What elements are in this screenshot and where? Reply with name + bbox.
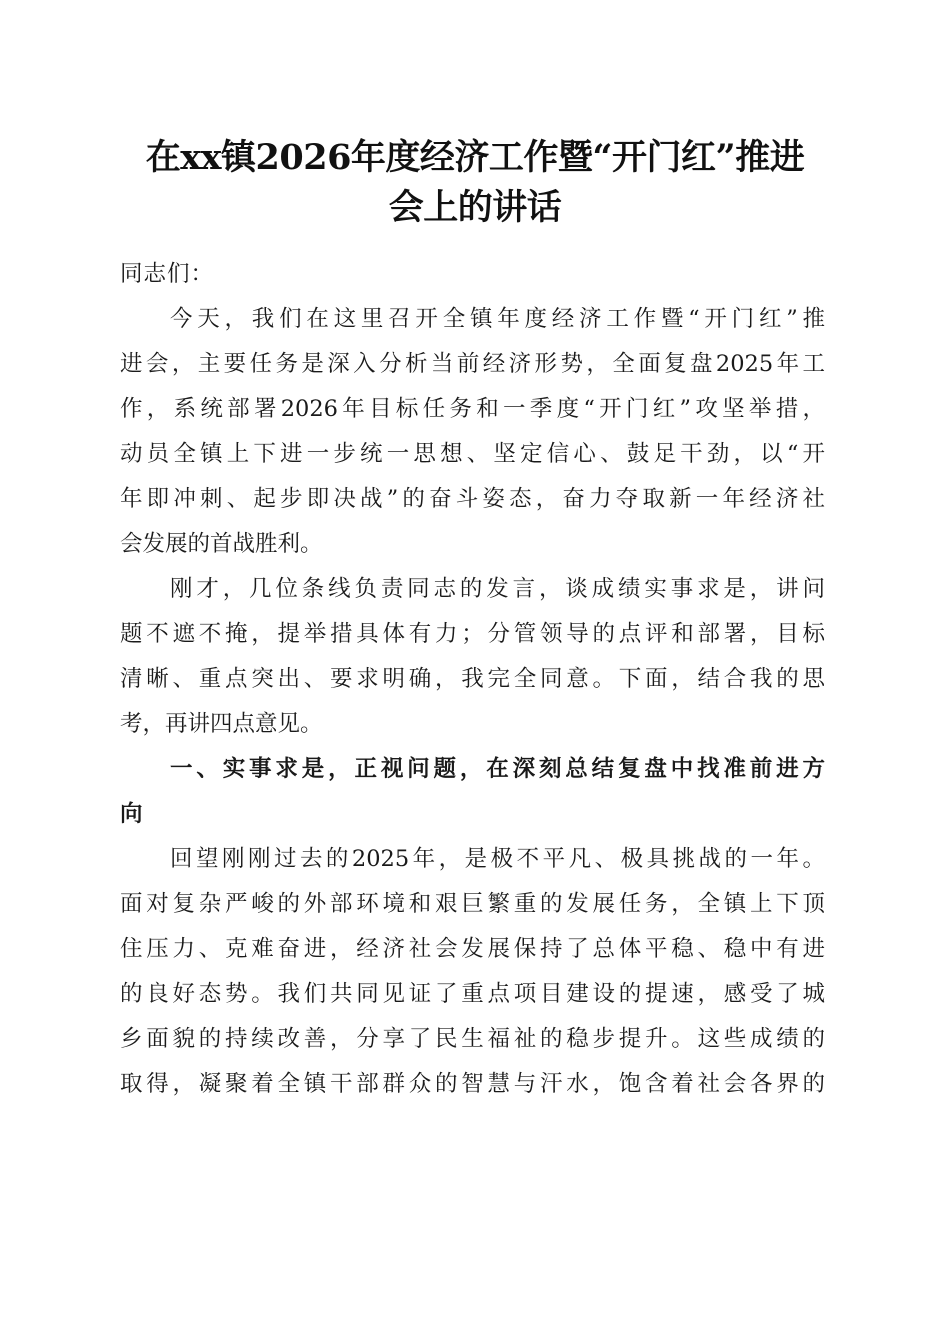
title-line-2: 会上的讲话: [388, 187, 562, 228]
paragraph-3: [120, 837, 825, 1107]
section-heading-1: [120, 747, 825, 837]
paragraph-line: 作，系统部署2026年目标任务和一季度“开门红”攻坚举措，: [120, 396, 825, 422]
paragraph-line: 面对复杂严峻的外部环境和艰巨繁重的发展任务，全镇上下顶: [120, 891, 825, 917]
salutation: [120, 252, 825, 297]
paragraph-line: 考，再讲四点意见。: [120, 711, 323, 737]
paragraph-line: 今天，我们在这里召开全镇年度经济工作暨“开门红”推: [170, 306, 825, 332]
heading-line: 一、实事求是，正视问题，在深刻总结复盘中找准前进方: [170, 756, 825, 782]
heading-line: 向: [120, 801, 143, 827]
paragraph-line: 会发展的首战胜利。: [120, 531, 323, 557]
paragraph-line: 回望刚刚过去的2025年，是极不平凡、极具挑战的一年。: [170, 846, 825, 872]
document-title: [110, 133, 840, 233]
paragraph-line: 住压力、克难奋进，经济社会发展保持了总体平稳、稳中有进: [120, 936, 825, 962]
paragraph-line: 清晰、重点突出、要求明确，我完全同意。下面，结合我的思: [120, 666, 825, 692]
document-body: [120, 252, 825, 1107]
paragraph-2: [120, 567, 825, 747]
paragraph-line: 的良好态势。我们共同见证了重点项目建设的提速，感受了城: [120, 981, 825, 1007]
title-line-1: 在xx镇2026年度经济工作暨“开门红”推进: [145, 137, 805, 178]
paragraph-line: 年即冲刺、起步即决战”的奋斗姿态，奋力夺取新一年经济社: [120, 486, 825, 512]
paragraph-line: 动员全镇上下进一步统一思想、坚定信心、鼓足干劲，以“开: [120, 441, 825, 467]
paragraph-line: 乡面貌的持续改善，分享了民生福祉的稳步提升。这些成绩的: [120, 1026, 825, 1052]
paragraph-line: 题不遮不掩，提举措具体有力；分管领导的点评和部署，目标: [120, 621, 825, 647]
paragraph-line: 取得，凝聚着全镇干部群众的智慧与汗水，饱含着社会各界的: [120, 1071, 825, 1097]
paragraph-line: 进会，主要任务是深入分析当前经济形势，全面复盘2025年工: [120, 351, 825, 377]
paragraph-1: [120, 297, 825, 567]
salutation-line: 同志们：: [120, 261, 215, 287]
paragraph-line: 刚才，几位条线负责同志的发言，谈成绩实事求是，讲问: [170, 576, 825, 602]
